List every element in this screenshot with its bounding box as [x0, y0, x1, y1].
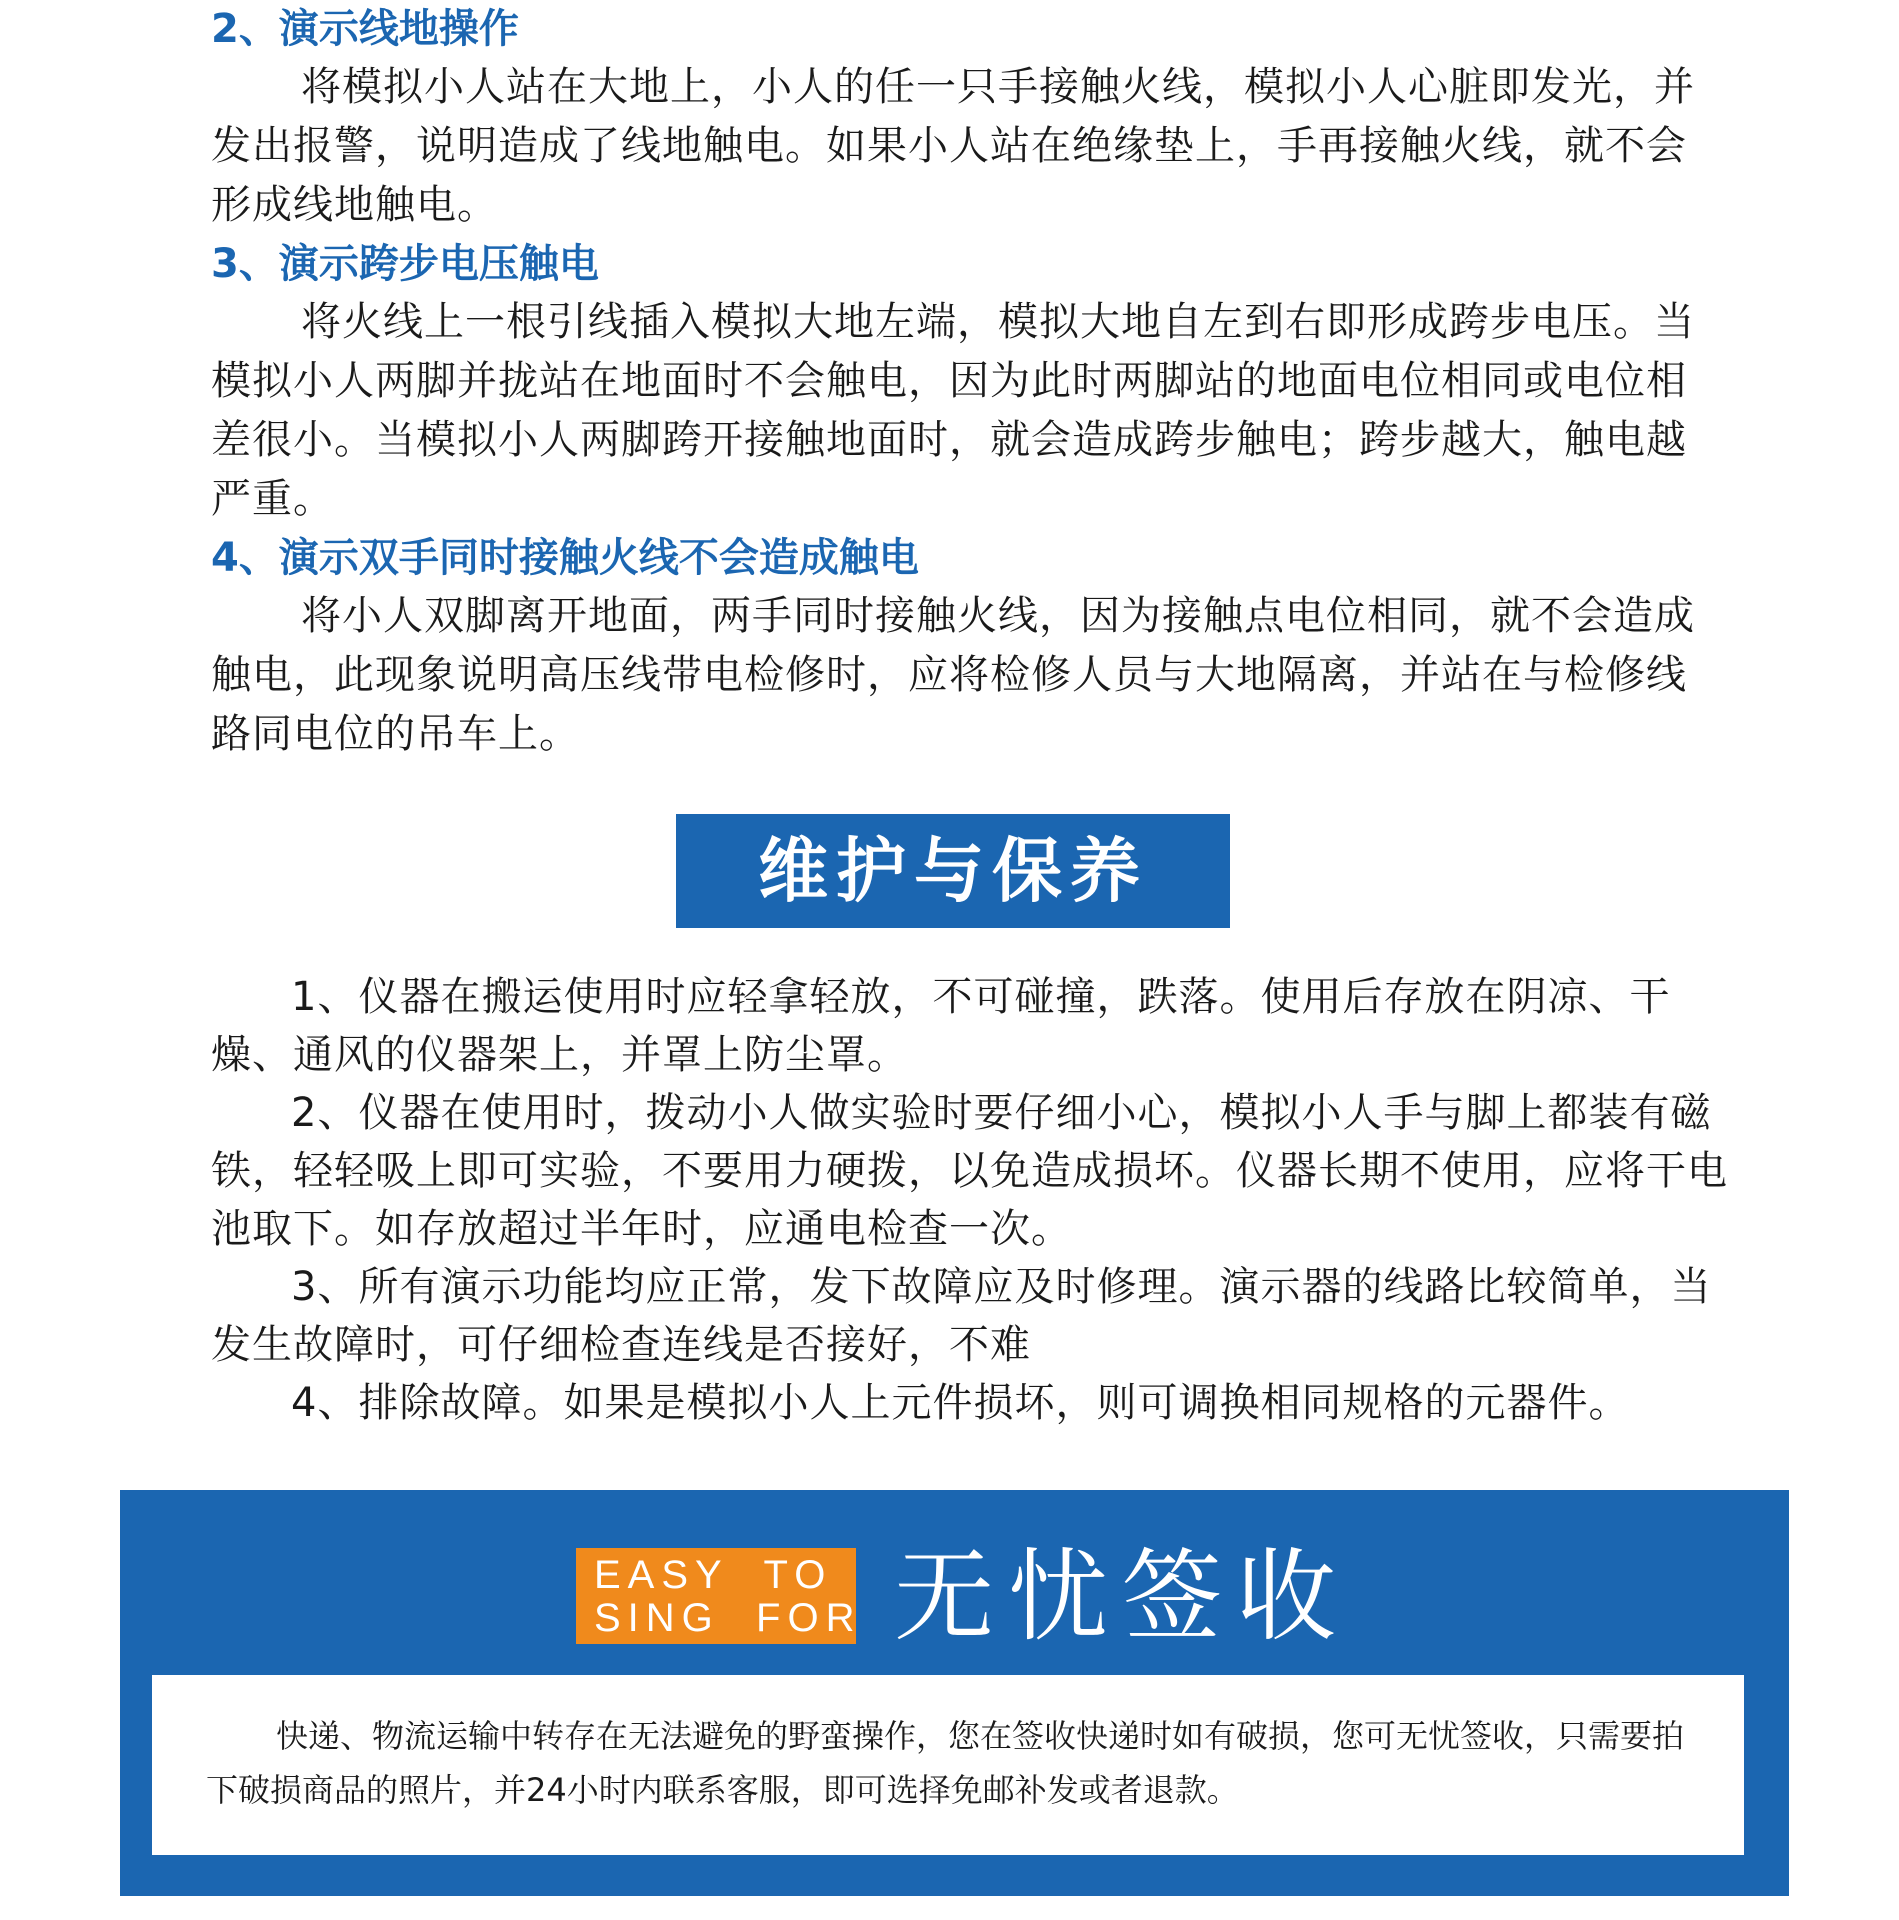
demo-section — [211, 0, 1701, 764]
sign-title: 无忧签收 — [894, 1538, 1350, 1655]
sign-card — [152, 1675, 1744, 1855]
demo-heading-line-ground: 2、演示线地操作 — [211, 6, 519, 52]
demo-body-step-voltage: 将火线上一根引线插入模拟大地左端，模拟大地自左到右即形成跨步电压。当模拟小人两脚并拢站在地面时不会触电，因为此时两脚站的地面电位相同或电位相差很小。当模拟小人两脚跨开接触地面时，就会造成跨步触电；跨步越大，触电越严重。 — [211, 299, 1695, 522]
maintenance-item: 1、仪器在搬运使用时应轻拿轻放，不可碰撞，跌落。使用后存放在阴凉、干燥、通风的仪器架上，并罩上防尘罩。 — [211, 974, 1671, 1078]
demo-heading-step-voltage: 3、演示跨步电压触电 — [211, 241, 599, 287]
maintenance-item: 3、所有演示功能均应正常，发下故障应及时修理。演示器的线路比较简单，当发生故障时，可仔细检查连线是否接好，不难 — [211, 1264, 1712, 1368]
demo-heading-two-hands: 4、演示双手同时接触火线不会造成触电 — [211, 535, 919, 581]
demo-body-line-ground: 将模拟小人站在大地上，小人的任一只手接触火线，模拟小人心脏即发光，并发出报警，说明造成了线地触电。如果小人站在绝缘垫上，手再接触火线，就不会形成线地触电。 — [211, 64, 1695, 228]
sign-panel — [120, 1490, 1789, 1896]
easy-badge-line: SING FOR — [594, 1596, 862, 1640]
easy-badge — [576, 1548, 862, 1644]
maintenance-item: 4、排除故障。如果是模拟小人上元件损坏，则可调换相同规格的元器件。 — [291, 1380, 1630, 1426]
maintenance-section — [211, 968, 1731, 1432]
demo-body-two-hands: 将小人双脚离开地面，两手同时接触火线，因为接触点电位相同，就不会造成触电，此现象说明高压线带电检修时，应将检修人员与大地隔离，并站在与检修线路同电位的吊车上。 — [211, 593, 1695, 757]
maintenance-item: 2、仪器在使用时，拨动小人做实验时要仔细小心，模拟小人手与脚上都装有磁铁，轻轻吸上即可实验，不要用力硬拨，以免造成损坏。仪器长期不使用，应将干电池取下。如存放超过半年时，应通电检查一次。 — [211, 1090, 1728, 1252]
sign-body-text: 快递、物流运输中转存在无法避免的野蛮操作，您在签收快递时如有破损，您可无忧签收，只需要拍下破损商品的照片，并24小时内联系客服，即可选择免邮补发或者退款。 — [206, 1717, 1685, 1809]
maintenance-title-banner: 维护与保养 — [676, 814, 1230, 928]
easy-badge-line: EASY TO — [594, 1553, 833, 1597]
